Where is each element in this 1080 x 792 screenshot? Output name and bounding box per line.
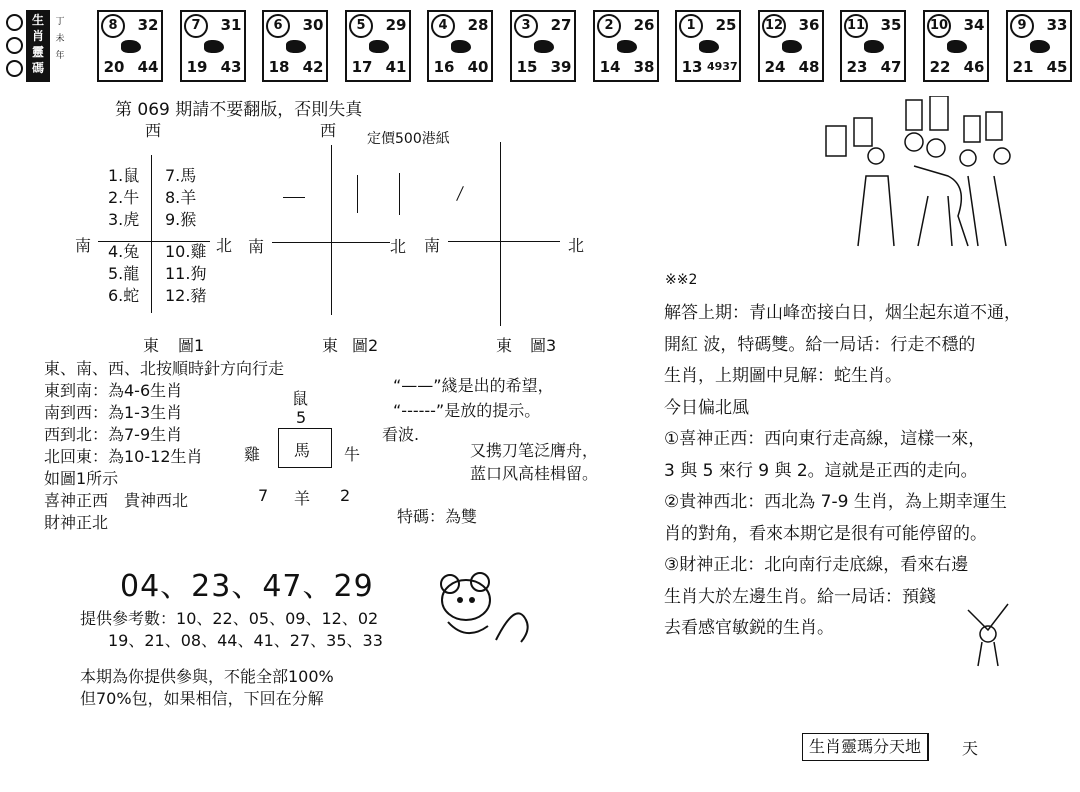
cell-number: 15 [516, 58, 538, 76]
cell-number: 35 [880, 16, 902, 34]
cell-number: 7 [184, 14, 208, 38]
cell-number: 31 [220, 16, 242, 34]
reference-line-1 [80, 606, 378, 629]
fig3-caption: 圖3 [530, 336, 557, 355]
zodiac-item: 6.蛇 [108, 286, 140, 305]
rule-line: 如圖1所示 [44, 469, 119, 488]
answer-block [664, 298, 1021, 645]
cell-number: 43 [220, 58, 242, 76]
poem-line-1: 又携刀笔泛膺舟， [470, 441, 599, 460]
cell-number: 48 [798, 58, 820, 76]
compass-bottom: 羊 [294, 489, 311, 508]
cell-number: 12 [762, 14, 786, 38]
cell-number: 23 [846, 58, 868, 76]
answer-marker: ※※2 [665, 272, 698, 288]
gods-line: 喜神正西 貴神西北 [44, 491, 189, 510]
cell-number: 39 [550, 58, 572, 76]
poem-line-2: 蓝口风高桂楫留。 [470, 464, 599, 483]
brand-label [26, 10, 50, 82]
zodiac-item: 10.雞 [165, 242, 207, 261]
zodiac-number-cell [97, 10, 163, 82]
cell-number: 4937 [707, 60, 738, 73]
cell-number: 34 [963, 16, 985, 34]
zodiac-item: 4.兔 [108, 242, 140, 261]
fig1-west: 西 [145, 121, 162, 140]
cell-number: 5 [349, 14, 373, 38]
zodiac-animal-icon [782, 40, 802, 53]
zodiac-animal-icon [617, 40, 637, 53]
rule-line: 東到南：為4-6生肖 [44, 381, 183, 400]
brand-char: 肖 [31, 29, 44, 43]
header-strip [0, 0, 1080, 92]
cell-number: 16 [433, 58, 455, 76]
legend-solid: “——”綫是出的希望， [393, 376, 554, 395]
zodiac-animal-icon [947, 40, 967, 53]
rule-line: 南到西：為1-3生肖 [44, 403, 183, 422]
fig2-south: 南 [248, 237, 265, 256]
fig3-axis-v [500, 142, 501, 326]
cell-number: 32 [137, 16, 159, 34]
brand-char: 靈 [31, 45, 44, 59]
gods-line: 財神正北 [44, 513, 109, 532]
special-code: 特碼：為雙 [397, 507, 478, 526]
price-label: 定價500港紙 [367, 131, 450, 147]
compass-bottom-right: 2 [340, 486, 351, 505]
year-char: 丁 [55, 17, 65, 27]
compass-center: 馬 [294, 441, 311, 460]
zodiac-animal-icon [534, 40, 554, 53]
answer-line: 生肖，上期圖中見解：蛇生肖。 [664, 366, 902, 386]
cell-number: 11 [844, 14, 868, 38]
cell-number: 26 [633, 16, 655, 34]
cell-number: 41 [385, 58, 407, 76]
legend-watch: 看波. [382, 425, 420, 444]
cell-number: 10 [927, 14, 951, 38]
cell-number: 47 [880, 58, 902, 76]
fig2-axis-v [331, 145, 332, 315]
fig2-west: 西 [320, 121, 337, 140]
cell-number: 30 [302, 16, 324, 34]
fig1-caption: 圖1 [178, 336, 205, 355]
cell-number: 9 [1010, 14, 1034, 38]
fig2-caption: 圖2 [352, 336, 379, 355]
compass-right: 牛 [344, 445, 361, 464]
cell-number: 36 [798, 16, 820, 34]
answer-line: 肖的對角，看來本期它是很有可能停留的。 [664, 523, 987, 544]
cell-number: 22 [929, 58, 951, 76]
fig1-north: 北 [216, 236, 233, 255]
answer-line: 去看感官敏鋭的生肖。 [664, 618, 834, 638]
compass-center-box [278, 428, 332, 468]
zodiac-number-cell [345, 10, 411, 82]
cell-number: 38 [633, 58, 655, 76]
ring-icon [6, 60, 23, 77]
zodiac-number-cell [758, 10, 824, 82]
cell-number: 42 [302, 58, 324, 76]
zodiac-item: 8.羊 [165, 188, 197, 207]
zodiac-number-cell [593, 10, 659, 82]
fig3-east: 東 [496, 336, 513, 355]
disclaimer-line: 本期為你提供參與，不能全部100% [80, 667, 334, 686]
fig2-axis-h [272, 242, 390, 243]
zodiac-animal-icon [699, 40, 719, 53]
brand-char: 生 [31, 13, 44, 27]
rules-title: 東、南、西、北按順時針方向行走 [44, 359, 285, 378]
cell-number: 3 [514, 14, 538, 38]
fig3-north: 北 [568, 236, 585, 255]
cell-number: 27 [550, 16, 572, 34]
zodiac-number-cell [427, 10, 493, 82]
compass-left: 雞 [244, 445, 261, 464]
zodiac-animal-icon [286, 40, 306, 53]
zodiac-animal-icon [204, 40, 224, 53]
cell-number: 24 [764, 58, 786, 76]
fig2-mark [357, 175, 358, 213]
answer-line: ③財神正北：北向南行走底線，看來右邊 [664, 555, 969, 575]
cell-number: 18 [268, 58, 290, 76]
brand-char: 碼 [31, 61, 44, 75]
cell-number: 25 [715, 16, 737, 34]
answer-line: 解答上期：青山峰峦接白日，烟尘起东道不通， [664, 303, 1021, 323]
cell-number: 8 [101, 14, 125, 38]
brand-year [53, 14, 67, 65]
answer-line: 3 與 5 來行 9 與 2。這就是正西的走向。 [664, 460, 978, 481]
zodiac-item: 9.猴 [165, 210, 197, 229]
cell-number: 44 [137, 58, 159, 76]
compass-top-num: 5 [296, 408, 307, 427]
fig2-east: 東 [322, 336, 339, 355]
zodiac-number-cell [840, 10, 906, 82]
rule-line: 北回東：為10-12生肖 [44, 447, 203, 466]
zodiac-item: 3.虎 [108, 210, 140, 229]
cell-number: 2 [597, 14, 621, 38]
zodiac-number-cell [1006, 10, 1072, 82]
compass-top: 鼠 [292, 389, 309, 408]
zodiac-number-cell [510, 10, 576, 82]
main-numbers: 04、23、47、29 [120, 569, 374, 604]
cell-number: 1 [679, 14, 703, 38]
zodiac-animal-icon [369, 40, 389, 53]
answer-line: 生肖大於左邊生肖。給一局话：預錢 [664, 586, 936, 607]
cell-number: 19 [186, 58, 208, 76]
zodiac-item: 1.鼠 [108, 166, 140, 185]
fig1-right-list [165, 165, 206, 307]
fig2-mark [283, 197, 305, 198]
cell-number: 14 [599, 58, 621, 76]
cell-number: 17 [351, 58, 373, 76]
cell-number: 33 [1046, 16, 1068, 34]
cell-number: 21 [1012, 58, 1034, 76]
fig3-axis-h [448, 241, 560, 242]
answer-line: 開紅 波，特碼雙。給一局话：行走不穩的 [664, 334, 976, 355]
footer-box: 生肖靈瑪分天地 [802, 733, 929, 761]
compass-bottom-left: 7 [258, 486, 269, 505]
rule-line: 西到北：為7-9生肖 [44, 425, 183, 444]
cell-number: 4 [431, 14, 455, 38]
answer-line: ②貴神西北：西北為 7-9 生肖，為上期幸運生 [664, 492, 1007, 512]
answer-line: 今日偏北風 [664, 397, 749, 418]
fig2-mark [399, 173, 400, 215]
fig3-mark [456, 186, 464, 201]
zodiac-animal-icon [1030, 40, 1050, 53]
year-char: 年 [55, 51, 65, 61]
fig1-left-list [108, 165, 139, 307]
zodiac-item: 11.狗 [165, 264, 207, 283]
rat-illustration-icon [436, 570, 556, 650]
fig2-north: 北 [390, 237, 407, 256]
fig1-axis-v [151, 155, 152, 313]
legend-dashed: “------”是放的提示。 [393, 401, 541, 420]
crowd-horse-illustration-icon [818, 96, 1024, 250]
reference-label: 提供參考數： [80, 609, 177, 628]
zodiac-number-cell [180, 10, 246, 82]
cell-number: 46 [963, 58, 985, 76]
zodiac-animal-icon [451, 40, 471, 53]
cell-number: 6 [266, 14, 290, 38]
ring-icon [6, 37, 23, 54]
disclaimer-line: 但70%包，如果相信，下回在分解 [80, 689, 324, 708]
ring-icon [6, 14, 23, 31]
year-char: 未 [55, 34, 65, 44]
footer-extra: 天 [962, 739, 979, 758]
zodiac-item: 12.豬 [165, 286, 207, 305]
answer-line: ①喜神正西：西向東行走高線，這樣一來， [664, 429, 986, 449]
issue-line: 第 069 期請不要翻版，否則失真 [115, 100, 363, 120]
zodiac-item: 2.牛 [108, 188, 140, 207]
zodiac-number-cell [675, 10, 741, 82]
fig1-east: 東 [143, 336, 160, 355]
zodiac-item: 7.馬 [165, 166, 197, 185]
zodiac-animal-icon [121, 40, 141, 53]
zodiac-number-cell [262, 10, 328, 82]
cell-number: 40 [467, 58, 489, 76]
fig3-south: 南 [424, 236, 441, 255]
cell-number: 28 [467, 16, 489, 34]
fig1-south: 南 [75, 236, 92, 255]
zodiac-number-cell [923, 10, 989, 82]
reference-line-2: 19、21、08、44、41、27、35、33 [108, 631, 383, 650]
zodiac-item: 5.龍 [108, 264, 140, 283]
cell-number: 13 [681, 58, 703, 76]
cell-number: 20 [103, 58, 125, 76]
zodiac-animal-icon [864, 40, 884, 53]
reference-numbers: 10、22、05、09、12、02 [176, 609, 379, 628]
cell-number: 45 [1046, 58, 1068, 76]
cell-number: 29 [385, 16, 407, 34]
rabbit-sketch-icon [958, 600, 1018, 670]
